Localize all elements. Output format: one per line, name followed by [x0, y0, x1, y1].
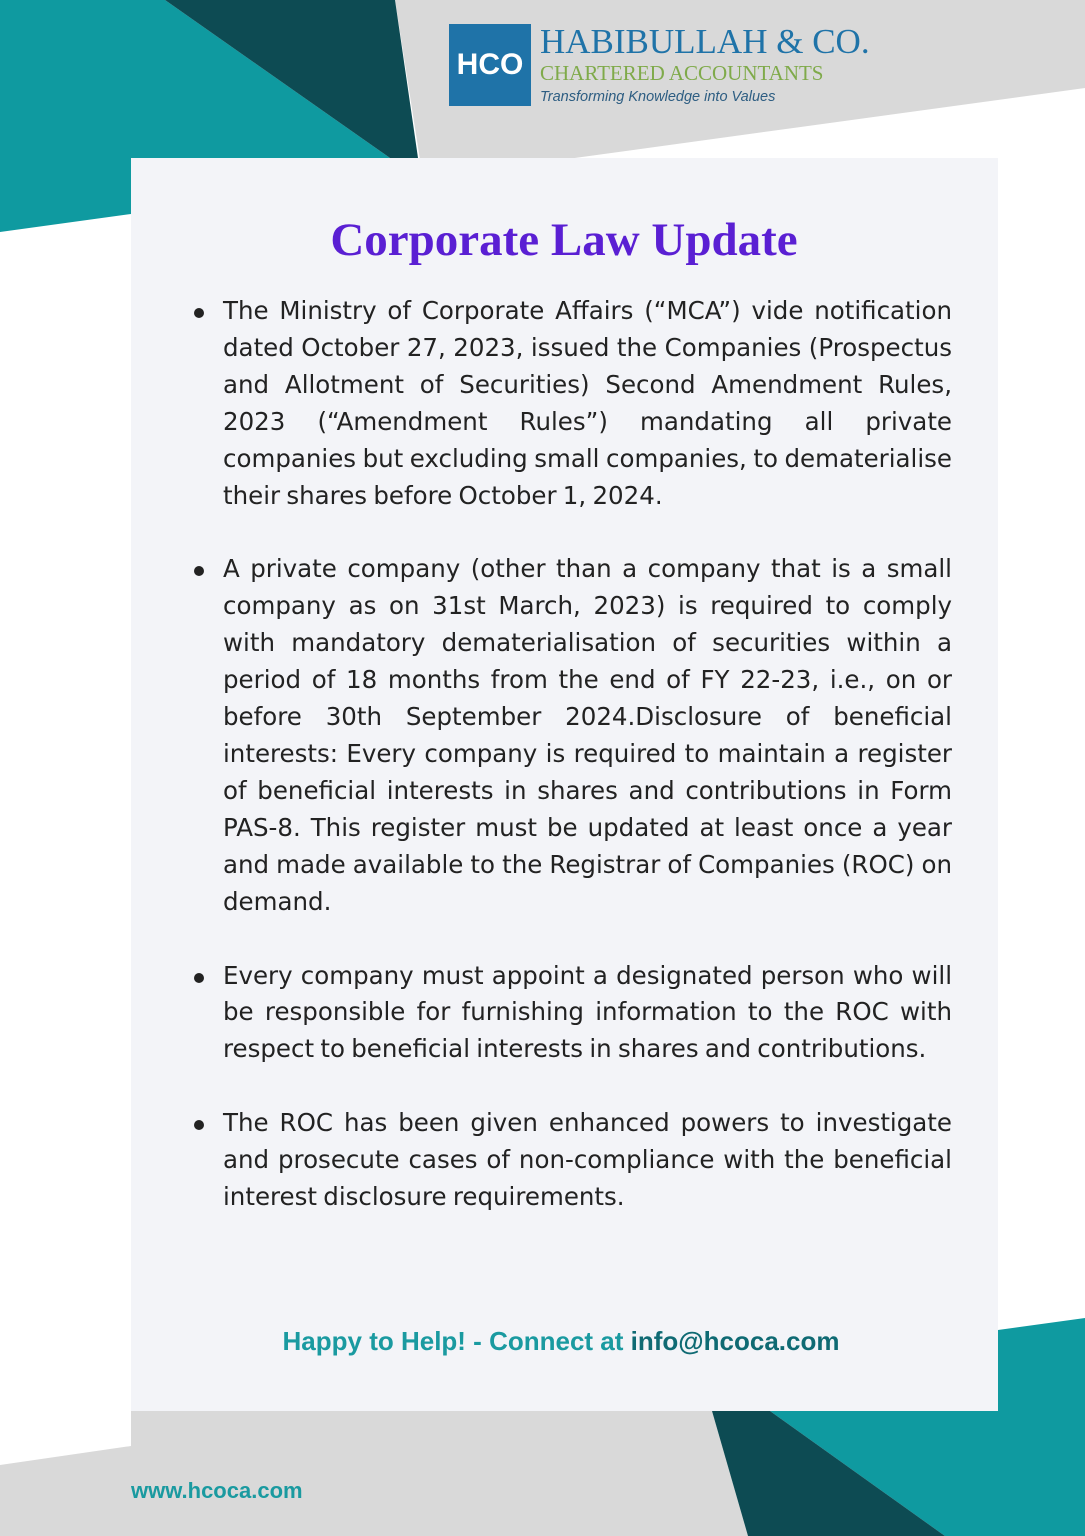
bullet-item: Every company must appoint a designated person who will be responsible for furnishing information to the ROC with respect to beneficial interests in shares and contributions.	[223, 958, 952, 1069]
website-link[interactable]: www.hcoca.com	[131, 1478, 303, 1503]
bottom-gray-band	[0, 1411, 748, 1536]
bullet-item: A private company (other than a company that is a small company as on 31st March, 2023) is required to comply with mandatory dematerialisation of securities within a period of 18 months from the end of FY 22-23, i.e., on or before 30th September 2024.Disclosure of beneficial interests: Every company is required to maintain a register of beneficial interests in shares and contributions in Form PAS-8. This register must be updated at least once a year and made available to the Registrar of Companies (ROC) on demand.	[223, 551, 952, 920]
bullet-item: The Ministry of Corporate Affairs (“MCA”) vide notification dated October 27, 2023, issued the Companies (Prospectus and Allotment of Securities) Second Amendment Rules, 2023 (“Amendment Rules”) mandating all private companies but excluding small companies, to dematerialise their shares before October 1, 2024.	[223, 293, 952, 514]
company-logo	[449, 24, 909, 108]
company-tagline: Transforming Knowledge into Values	[540, 89, 776, 105]
update-bullet-list	[223, 293, 952, 1253]
logo-abbreviation: HCO	[449, 24, 531, 106]
company-name: HABIBULLAH & CO.	[540, 22, 870, 61]
bullet-item: The ROC has been given enhanced powers to investigate and prosecute cases of non-compliance with the beneficial interest disclosure requirements.	[223, 1105, 952, 1216]
contact-line	[131, 1324, 991, 1358]
contact-text: Happy to Help! - Connect at	[282, 1326, 631, 1356]
contact-email-link[interactable]: info@hcoca.com	[630, 1326, 840, 1356]
company-subtitle: CHARTERED ACCOUNTANTS	[540, 61, 824, 85]
page-title: Corporate Law Update	[330, 214, 798, 266]
